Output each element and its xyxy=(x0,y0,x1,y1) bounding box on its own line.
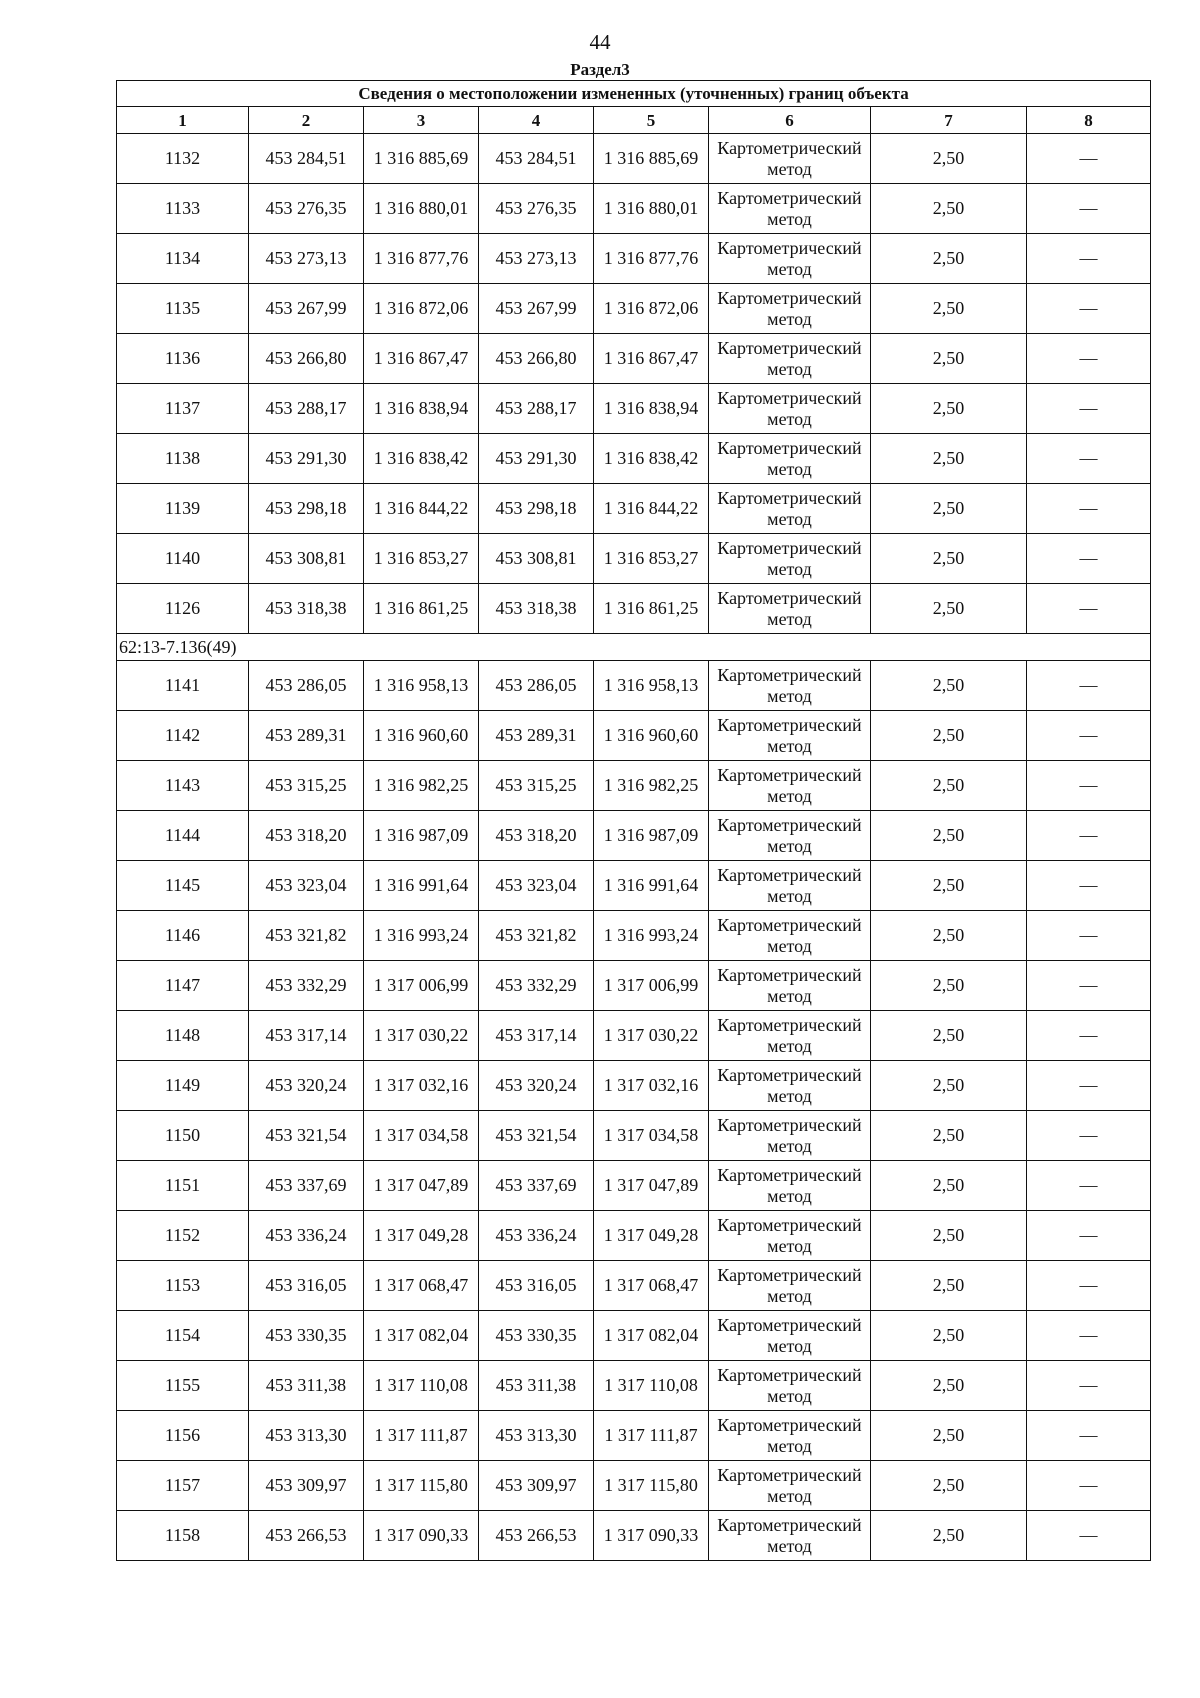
x-existing-cell: 453 320,24 xyxy=(249,1061,364,1111)
table-row xyxy=(117,1011,1151,1061)
column-header: 2 xyxy=(249,107,364,134)
description-cell: — xyxy=(1027,434,1151,484)
x-new-cell: 453 318,38 xyxy=(479,584,594,634)
accuracy-cell: 2,50 xyxy=(871,961,1027,1011)
x-existing-cell: 453 318,38 xyxy=(249,584,364,634)
y-existing-cell: 1 317 090,33 xyxy=(364,1511,479,1561)
point-number-cell: 1150 xyxy=(117,1111,249,1161)
y-existing-cell: 1 316 872,06 xyxy=(364,284,479,334)
point-number-cell: 1126 xyxy=(117,584,249,634)
method-cell: Картометрический метод xyxy=(709,234,871,284)
method-cell: Картометрический метод xyxy=(709,911,871,961)
table-row xyxy=(117,911,1151,961)
point-number-cell: 1141 xyxy=(117,661,249,711)
y-existing-cell: 1 317 115,80 xyxy=(364,1461,479,1511)
method-cell: Картометрический метод xyxy=(709,1411,871,1461)
y-new-cell: 1 316 958,13 xyxy=(594,661,709,711)
accuracy-cell: 2,50 xyxy=(871,184,1027,234)
point-number-cell: 1134 xyxy=(117,234,249,284)
point-number-cell: 1155 xyxy=(117,1361,249,1411)
y-existing-cell: 1 317 030,22 xyxy=(364,1011,479,1061)
accuracy-cell: 2,50 xyxy=(871,761,1027,811)
point-number-cell: 1157 xyxy=(117,1461,249,1511)
x-new-cell: 453 320,24 xyxy=(479,1061,594,1111)
method-cell: Картометрический метод xyxy=(709,384,871,434)
method-cell: Картометрический метод xyxy=(709,961,871,1011)
table-row xyxy=(117,134,1151,184)
table-row xyxy=(117,534,1151,584)
point-number-cell: 1145 xyxy=(117,861,249,911)
x-new-cell: 453 313,30 xyxy=(479,1411,594,1461)
table-row xyxy=(117,1361,1151,1411)
point-number-cell: 1144 xyxy=(117,811,249,861)
y-new-cell: 1 317 030,22 xyxy=(594,1011,709,1061)
description-cell: — xyxy=(1027,184,1151,234)
table-row xyxy=(117,584,1151,634)
accuracy-cell: 2,50 xyxy=(871,1411,1027,1461)
table-row xyxy=(117,184,1151,234)
x-new-cell: 453 315,25 xyxy=(479,761,594,811)
y-new-cell: 1 317 090,33 xyxy=(594,1511,709,1561)
y-existing-cell: 1 317 082,04 xyxy=(364,1311,479,1361)
table-row xyxy=(117,1061,1151,1111)
method-cell: Картометрический метод xyxy=(709,1161,871,1211)
x-existing-cell: 453 316,05 xyxy=(249,1261,364,1311)
x-existing-cell: 453 273,13 xyxy=(249,234,364,284)
accuracy-cell: 2,50 xyxy=(871,711,1027,761)
method-cell: Картометрический метод xyxy=(709,134,871,184)
table-row xyxy=(117,1111,1151,1161)
point-number-cell: 1153 xyxy=(117,1261,249,1311)
x-existing-cell: 453 267,99 xyxy=(249,284,364,334)
description-cell: — xyxy=(1027,1011,1151,1061)
column-header: 7 xyxy=(871,107,1027,134)
y-existing-cell: 1 317 006,99 xyxy=(364,961,479,1011)
y-new-cell: 1 317 111,87 xyxy=(594,1411,709,1461)
x-new-cell: 453 267,99 xyxy=(479,284,594,334)
method-cell: Картометрический метод xyxy=(709,861,871,911)
x-new-cell: 453 321,54 xyxy=(479,1111,594,1161)
y-new-cell: 1 316 867,47 xyxy=(594,334,709,384)
method-cell: Картометрический метод xyxy=(709,184,871,234)
table-row xyxy=(117,334,1151,384)
x-new-cell: 453 309,97 xyxy=(479,1461,594,1511)
method-cell: Картометрический метод xyxy=(709,761,871,811)
table-row xyxy=(117,661,1151,711)
y-new-cell: 1 316 838,42 xyxy=(594,434,709,484)
column-header-row xyxy=(117,107,1151,134)
point-number-cell: 1137 xyxy=(117,384,249,434)
table-row xyxy=(117,484,1151,534)
y-existing-cell: 1 317 034,58 xyxy=(364,1111,479,1161)
description-cell: — xyxy=(1027,484,1151,534)
accuracy-cell: 2,50 xyxy=(871,1361,1027,1411)
x-new-cell: 453 284,51 xyxy=(479,134,594,184)
x-existing-cell: 453 266,80 xyxy=(249,334,364,384)
table-row xyxy=(117,1511,1151,1561)
x-new-cell: 453 298,18 xyxy=(479,484,594,534)
method-cell: Картометрический метод xyxy=(709,1361,871,1411)
x-new-cell: 453 336,24 xyxy=(479,1211,594,1261)
x-new-cell: 453 318,20 xyxy=(479,811,594,861)
y-existing-cell: 1 317 110,08 xyxy=(364,1361,479,1411)
point-number-cell: 1135 xyxy=(117,284,249,334)
description-cell: — xyxy=(1027,1361,1151,1411)
x-existing-cell: 453 284,51 xyxy=(249,134,364,184)
x-existing-cell: 453 315,25 xyxy=(249,761,364,811)
y-existing-cell: 1 317 068,47 xyxy=(364,1261,479,1311)
y-existing-cell: 1 316 877,76 xyxy=(364,234,479,284)
table-row xyxy=(117,711,1151,761)
y-new-cell: 1 316 982,25 xyxy=(594,761,709,811)
description-cell: — xyxy=(1027,1261,1151,1311)
table-row xyxy=(117,384,1151,434)
x-existing-cell: 453 332,29 xyxy=(249,961,364,1011)
y-new-cell: 1 317 006,99 xyxy=(594,961,709,1011)
column-header: 5 xyxy=(594,107,709,134)
description-cell: — xyxy=(1027,861,1151,911)
method-cell: Картометрический метод xyxy=(709,1461,871,1511)
description-cell: — xyxy=(1027,134,1151,184)
x-existing-cell: 453 286,05 xyxy=(249,661,364,711)
accuracy-cell: 2,50 xyxy=(871,911,1027,961)
table-row xyxy=(117,761,1151,811)
y-existing-cell: 1 316 838,42 xyxy=(364,434,479,484)
y-new-cell: 1 317 049,28 xyxy=(594,1211,709,1261)
y-new-cell: 1 316 861,25 xyxy=(594,584,709,634)
description-cell: — xyxy=(1027,761,1151,811)
page-number: 44 xyxy=(589,30,611,54)
table-row xyxy=(117,434,1151,484)
y-new-cell: 1 317 032,16 xyxy=(594,1061,709,1111)
y-new-cell: 1 316 853,27 xyxy=(594,534,709,584)
x-new-cell: 453 291,30 xyxy=(479,434,594,484)
table-row xyxy=(117,861,1151,911)
method-cell: Картометрический метод xyxy=(709,1011,871,1061)
y-new-cell: 1 317 082,04 xyxy=(594,1311,709,1361)
method-cell: Картометрический метод xyxy=(709,661,871,711)
accuracy-cell: 2,50 xyxy=(871,434,1027,484)
x-existing-cell: 453 311,38 xyxy=(249,1361,364,1411)
x-new-cell: 453 316,05 xyxy=(479,1261,594,1311)
y-new-cell: 1 316 872,06 xyxy=(594,284,709,334)
y-existing-cell: 1 316 991,64 xyxy=(364,861,479,911)
point-number-cell: 1156 xyxy=(117,1411,249,1461)
accuracy-cell: 2,50 xyxy=(871,1211,1027,1261)
y-existing-cell: 1 316 958,13 xyxy=(364,661,479,711)
table-row xyxy=(117,1261,1151,1311)
description-cell: — xyxy=(1027,384,1151,434)
point-number-cell: 1142 xyxy=(117,711,249,761)
point-number-cell: 1138 xyxy=(117,434,249,484)
accuracy-cell: 2,50 xyxy=(871,384,1027,434)
x-existing-cell: 453 309,97 xyxy=(249,1461,364,1511)
table-row xyxy=(117,811,1151,861)
description-cell: — xyxy=(1027,1461,1151,1511)
description-cell: — xyxy=(1027,1111,1151,1161)
table-row xyxy=(117,961,1151,1011)
x-existing-cell: 453 318,20 xyxy=(249,811,364,861)
y-existing-cell: 1 316 867,47 xyxy=(364,334,479,384)
method-cell: Картометрический метод xyxy=(709,484,871,534)
accuracy-cell: 2,50 xyxy=(871,811,1027,861)
method-cell: Картометрический метод xyxy=(709,1211,871,1261)
x-new-cell: 453 337,69 xyxy=(479,1161,594,1211)
description-cell: — xyxy=(1027,811,1151,861)
method-cell: Картометрический метод xyxy=(709,534,871,584)
table-group-row xyxy=(117,634,1151,661)
x-new-cell: 453 308,81 xyxy=(479,534,594,584)
x-new-cell: 453 273,13 xyxy=(479,234,594,284)
table-row xyxy=(117,234,1151,284)
accuracy-cell: 2,50 xyxy=(871,861,1027,911)
y-new-cell: 1 317 115,80 xyxy=(594,1461,709,1511)
x-existing-cell: 453 313,30 xyxy=(249,1411,364,1461)
table-row xyxy=(117,1211,1151,1261)
y-new-cell: 1 317 068,47 xyxy=(594,1261,709,1311)
y-new-cell: 1 316 993,24 xyxy=(594,911,709,961)
y-new-cell: 1 317 034,58 xyxy=(594,1111,709,1161)
description-cell: — xyxy=(1027,234,1151,284)
point-number-cell: 1139 xyxy=(117,484,249,534)
description-cell: — xyxy=(1027,1161,1151,1211)
point-number-cell: 1151 xyxy=(117,1161,249,1211)
point-number-cell: 1154 xyxy=(117,1311,249,1361)
accuracy-cell: 2,50 xyxy=(871,1311,1027,1361)
point-number-cell: 1152 xyxy=(117,1211,249,1261)
description-cell: — xyxy=(1027,334,1151,384)
group-label: 62:13-7.136(49) xyxy=(117,634,1151,661)
accuracy-cell: 2,50 xyxy=(871,1511,1027,1561)
x-existing-cell: 453 323,04 xyxy=(249,861,364,911)
x-existing-cell: 453 289,31 xyxy=(249,711,364,761)
x-existing-cell: 453 298,18 xyxy=(249,484,364,534)
description-cell: — xyxy=(1027,661,1151,711)
point-number-cell: 1132 xyxy=(117,134,249,184)
accuracy-cell: 2,50 xyxy=(871,484,1027,534)
method-cell: Картометрический метод xyxy=(709,434,871,484)
column-header: 3 xyxy=(364,107,479,134)
table-body xyxy=(117,134,1151,1561)
x-existing-cell: 453 330,35 xyxy=(249,1311,364,1361)
description-cell: — xyxy=(1027,711,1151,761)
method-cell: Картометрический метод xyxy=(709,811,871,861)
x-existing-cell: 453 321,82 xyxy=(249,911,364,961)
x-existing-cell: 453 321,54 xyxy=(249,1111,364,1161)
column-header: 1 xyxy=(117,107,249,134)
description-cell: — xyxy=(1027,1211,1151,1261)
point-number-cell: 1136 xyxy=(117,334,249,384)
y-new-cell: 1 316 877,76 xyxy=(594,234,709,284)
x-existing-cell: 453 276,35 xyxy=(249,184,364,234)
x-new-cell: 453 317,14 xyxy=(479,1011,594,1061)
x-new-cell: 453 321,82 xyxy=(479,911,594,961)
x-new-cell: 453 276,35 xyxy=(479,184,594,234)
point-number-cell: 1147 xyxy=(117,961,249,1011)
method-cell: Картометрический метод xyxy=(709,1261,871,1311)
description-cell: — xyxy=(1027,911,1151,961)
x-existing-cell: 453 317,14 xyxy=(249,1011,364,1061)
y-existing-cell: 1 317 111,87 xyxy=(364,1411,479,1461)
y-existing-cell: 1 316 838,94 xyxy=(364,384,479,434)
y-existing-cell: 1 317 049,28 xyxy=(364,1211,479,1261)
point-number-cell: 1143 xyxy=(117,761,249,811)
y-new-cell: 1 316 880,01 xyxy=(594,184,709,234)
y-new-cell: 1 317 110,08 xyxy=(594,1361,709,1411)
accuracy-cell: 2,50 xyxy=(871,234,1027,284)
accuracy-cell: 2,50 xyxy=(871,1061,1027,1111)
method-cell: Картометрический метод xyxy=(709,334,871,384)
point-number-cell: 1149 xyxy=(117,1061,249,1111)
y-existing-cell: 1 316 885,69 xyxy=(364,134,479,184)
accuracy-cell: 2,50 xyxy=(871,134,1027,184)
y-new-cell: 1 316 844,22 xyxy=(594,484,709,534)
x-new-cell: 453 286,05 xyxy=(479,661,594,711)
x-existing-cell: 453 336,24 xyxy=(249,1211,364,1261)
accuracy-cell: 2,50 xyxy=(871,1261,1027,1311)
x-new-cell: 453 289,31 xyxy=(479,711,594,761)
method-cell: Картометрический метод xyxy=(709,584,871,634)
x-existing-cell: 453 288,17 xyxy=(249,384,364,434)
column-header: 8 xyxy=(1027,107,1151,134)
description-cell: — xyxy=(1027,961,1151,1011)
y-existing-cell: 1 317 032,16 xyxy=(364,1061,479,1111)
point-number-cell: 1158 xyxy=(117,1511,249,1561)
y-existing-cell: 1 316 853,27 xyxy=(364,534,479,584)
accuracy-cell: 2,50 xyxy=(871,1461,1027,1511)
table-row xyxy=(117,1461,1151,1511)
table-row xyxy=(117,1161,1151,1211)
description-cell: — xyxy=(1027,1411,1151,1461)
table-row xyxy=(117,284,1151,334)
accuracy-cell: 2,50 xyxy=(871,1161,1027,1211)
point-number-cell: 1140 xyxy=(117,534,249,584)
point-number-cell: 1146 xyxy=(117,911,249,961)
method-cell: Картометрический метод xyxy=(709,711,871,761)
point-number-cell: 1148 xyxy=(117,1011,249,1061)
y-new-cell: 1 316 838,94 xyxy=(594,384,709,434)
accuracy-cell: 2,50 xyxy=(871,334,1027,384)
y-new-cell: 1 316 991,64 xyxy=(594,861,709,911)
y-existing-cell: 1 316 844,22 xyxy=(364,484,479,534)
x-new-cell: 453 288,17 xyxy=(479,384,594,434)
y-existing-cell: 1 316 880,01 xyxy=(364,184,479,234)
x-new-cell: 453 266,53 xyxy=(479,1511,594,1561)
x-new-cell: 453 311,38 xyxy=(479,1361,594,1411)
column-header: 6 xyxy=(709,107,871,134)
description-cell: — xyxy=(1027,284,1151,334)
x-new-cell: 453 323,04 xyxy=(479,861,594,911)
method-cell: Картометрический метод xyxy=(709,1111,871,1161)
y-new-cell: 1 316 987,09 xyxy=(594,811,709,861)
y-existing-cell: 1 316 993,24 xyxy=(364,911,479,961)
y-existing-cell: 1 316 987,09 xyxy=(364,811,479,861)
x-existing-cell: 453 291,30 xyxy=(249,434,364,484)
y-existing-cell: 1 316 982,25 xyxy=(364,761,479,811)
description-cell: — xyxy=(1027,1311,1151,1361)
y-existing-cell: 1 316 960,60 xyxy=(364,711,479,761)
description-cell: — xyxy=(1027,534,1151,584)
method-cell: Картометрический метод xyxy=(709,284,871,334)
x-existing-cell: 453 337,69 xyxy=(249,1161,364,1211)
accuracy-cell: 2,50 xyxy=(871,284,1027,334)
x-existing-cell: 453 308,81 xyxy=(249,534,364,584)
description-cell: — xyxy=(1027,1511,1151,1561)
x-existing-cell: 453 266,53 xyxy=(249,1511,364,1561)
y-new-cell: 1 316 885,69 xyxy=(594,134,709,184)
method-cell: Картометрический метод xyxy=(709,1511,871,1561)
description-cell: — xyxy=(1027,1061,1151,1111)
table-caption: Сведения о местоположении измененных (уточненных) границ объекта xyxy=(117,81,1151,107)
y-existing-cell: 1 317 047,89 xyxy=(364,1161,479,1211)
column-header: 4 xyxy=(479,107,594,134)
table-row xyxy=(117,1311,1151,1361)
accuracy-cell: 2,50 xyxy=(871,584,1027,634)
boundary-coordinates-table xyxy=(116,80,1151,1561)
accuracy-cell: 2,50 xyxy=(871,1011,1027,1061)
x-new-cell: 453 266,80 xyxy=(479,334,594,384)
y-new-cell: 1 317 047,89 xyxy=(594,1161,709,1211)
accuracy-cell: 2,50 xyxy=(871,661,1027,711)
point-number-cell: 1133 xyxy=(117,184,249,234)
description-cell: — xyxy=(1027,584,1151,634)
y-new-cell: 1 316 960,60 xyxy=(594,711,709,761)
table-row xyxy=(117,1411,1151,1461)
x-new-cell: 453 330,35 xyxy=(479,1311,594,1361)
method-cell: Картометрический метод xyxy=(709,1061,871,1111)
accuracy-cell: 2,50 xyxy=(871,534,1027,584)
x-new-cell: 453 332,29 xyxy=(479,961,594,1011)
accuracy-cell: 2,50 xyxy=(871,1111,1027,1161)
method-cell: Картометрический метод xyxy=(709,1311,871,1361)
y-existing-cell: 1 316 861,25 xyxy=(364,584,479,634)
section-title: Раздел3 xyxy=(570,60,630,79)
